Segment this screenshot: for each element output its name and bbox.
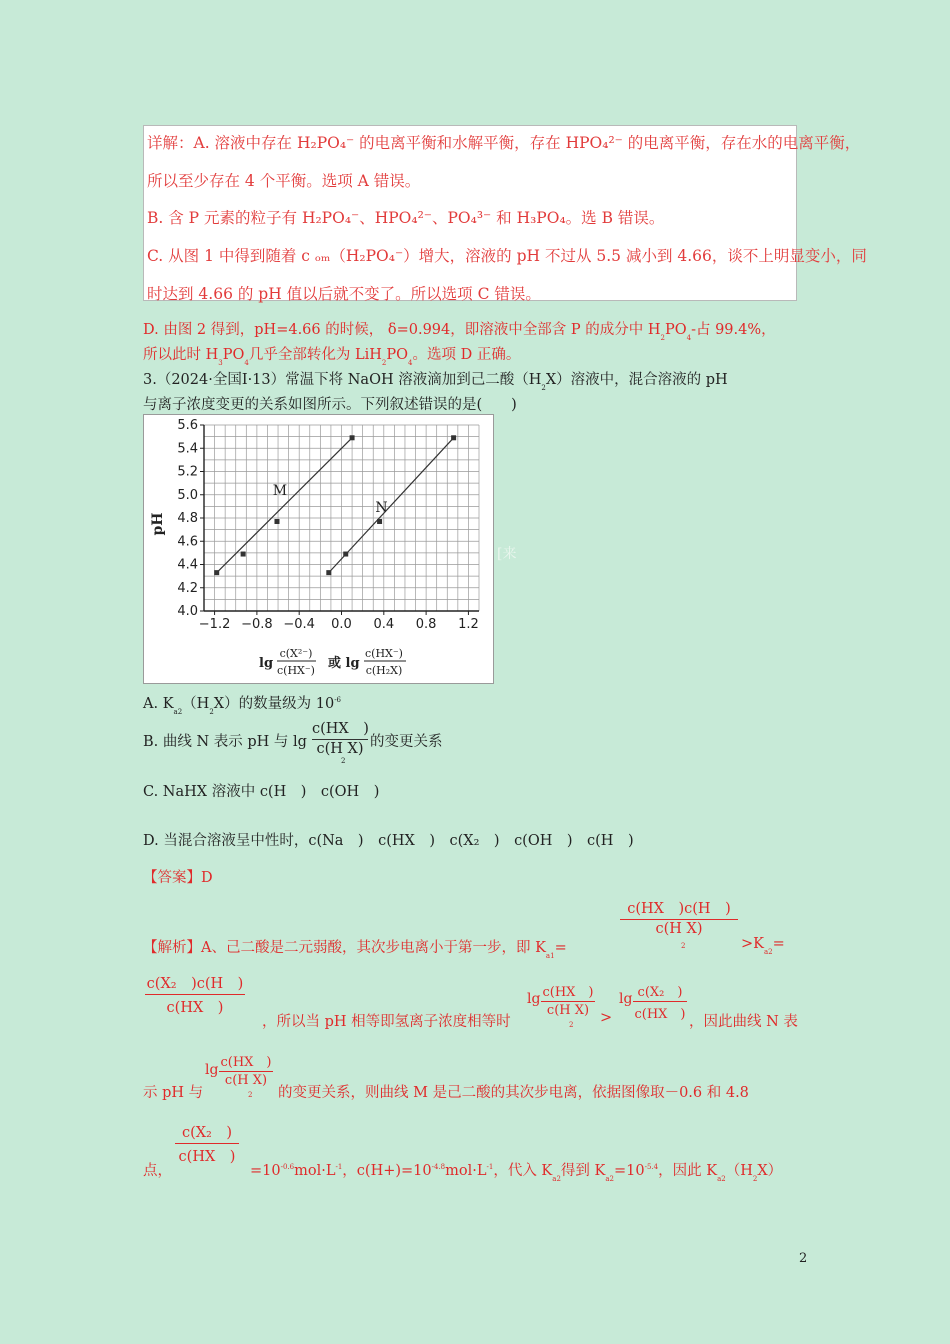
lg-prefix-2: lg — [619, 991, 633, 1007]
series-label-M: M — [272, 482, 288, 499]
analysis-line-3b: 的变更关系，则曲线 M 是己二酸的其次步电离，依据图像取－0.6 和 4.8 — [278, 1085, 749, 1101]
y-tick-label: 4.4 — [177, 557, 198, 573]
data-point-M — [214, 570, 219, 575]
y-tick-label: 4.6 — [177, 534, 198, 550]
analysis-line-3a: 示 pH 与 — [143, 1085, 204, 1101]
analysis-line-4a: 点， — [143, 1163, 172, 1179]
stray-mark: [来 — [497, 546, 517, 562]
ph-chart-svg — [144, 415, 495, 685]
page-number: 2 — [799, 1251, 808, 1266]
x-tick-label: 0.4 — [373, 617, 395, 632]
analysis-frac-4-num: c(X₂ ) — [181, 1125, 233, 1141]
analysis-frac-4-den: c(HX ) — [178, 1149, 236, 1165]
y-tick-label: 5.6 — [177, 418, 198, 433]
option-a: A. $K_{a2}(H_2X)$的数量级为 $10^{-6}$ — [143, 696, 342, 716]
y-tick-label: 4.2 — [177, 580, 198, 596]
x-tick-label: −0.8 — [241, 617, 273, 632]
detail-line-2: 所以至少存在 4 个平衡。选项 A 错误。 — [147, 172, 421, 190]
analysis-frac-2-num: c(X₂ )c(H ) — [146, 976, 244, 992]
x-tick-label: −0.4 — [283, 617, 315, 632]
y-axis-label: pH — [150, 512, 166, 536]
data-point-M — [241, 552, 246, 557]
analysis-line-2b: ，因此曲线 N 表 — [689, 1014, 798, 1030]
option-b-suffix: 的变更关系 — [370, 734, 443, 750]
analysis-frac-4 — [175, 1121, 239, 1166]
question-line-1: 3.（2024·全国Ⅰ·13）常温下将 NaOH 溶液滴加到己二酸$(H_2X)$溶液中，混合溶液的 pH — [143, 372, 728, 392]
data-point-M — [274, 519, 279, 524]
analysis-frac-2-den: c(HX ) — [166, 1000, 224, 1016]
analysis-lg-frac-1-den: c(H X) — [546, 1003, 590, 1018]
option-b-numerator: c(HX ) — [312, 721, 369, 737]
option-b-denominator: c(H X) — [316, 741, 364, 757]
detail-explanation-box — [143, 125, 867, 303]
analysis-lg-frac-3 — [219, 1051, 273, 1088]
d-explain-line-1: D. 由图 2 得到，pH=4.66 的时候， δ=0.994，即溶液中全部含 P 的成分中 $H_2PO_4-$占 99.4%， — [143, 322, 776, 342]
data-point-N — [326, 570, 331, 575]
x-tick-label: 1.2 — [458, 617, 479, 632]
series-label-N: N — [375, 500, 388, 517]
question-line-2: 与离子浓度变更的关系如图所示。下列叙述错误的是( ) — [143, 397, 517, 413]
series-line-M — [217, 438, 352, 573]
analysis-line-1: 【解析】A、己二酸是二元弱酸，其次步电离小于第一步，即 $K_{a1}=$ — [143, 940, 567, 960]
x-label-frac2-den: c(H₂X) — [365, 664, 403, 677]
analysis-lg-frac-2-num: c(X₂ ) — [637, 985, 683, 1000]
analysis-frac-2 — [145, 972, 245, 1017]
analysis-frac-1-den: c(H X) — [655, 921, 703, 937]
x-label-frac1-den: c(HX⁻) — [277, 664, 315, 677]
analysis-lg-frac-1 — [541, 981, 595, 1018]
x-label-frac2-num: c(HX⁻) — [365, 647, 403, 660]
analysis-line-1-right: $>K_{a2}=$ — [741, 936, 785, 956]
lg-prefix-1: lg — [527, 991, 541, 1007]
analysis-gt: > — [600, 1010, 613, 1026]
option-c: C. NaHX 溶液中 c(H ) c(OH ) — [143, 784, 380, 800]
x-label-lg: lg — [259, 656, 274, 671]
y-tick-label: 5.2 — [177, 464, 198, 480]
analysis-lg-frac-2-den: c(HX ) — [634, 1007, 686, 1022]
ph-chart — [143, 414, 494, 684]
y-tick-label: 5.0 — [177, 487, 198, 503]
x-label-or-lg: 或 lg — [328, 656, 360, 671]
option-d: D. 当混合溶液呈中性时，c(Na ) c(HX ) c(X₂ ) c(OH ) c(H ) — [143, 833, 634, 849]
d-explain-line-2: 所以此时 $H_3PO_4$几乎全部转化为 $LiH_2PO_4$。选项 D 正确。 — [143, 347, 521, 367]
lg-prefix-3: lg — [205, 1062, 219, 1078]
y-tick-label: 5.4 — [177, 441, 198, 457]
detail-line-5: 时达到 4.66 的 pH 值以后就不变了。所以选项 C 错误。 — [147, 285, 541, 303]
x-tick-label: 0.8 — [415, 617, 437, 632]
y-tick-label: 4.0 — [177, 604, 198, 619]
analysis-lg-frac-3-sub: 2 — [248, 1091, 253, 1099]
option-b-fraction — [312, 717, 368, 757]
data-point-M — [350, 435, 355, 440]
data-point-N — [451, 435, 456, 440]
detail-line-3: B. 含 P 元素的粒子有 H₂PO₄⁻、HPO₄²⁻、PO₄³⁻ 和 H₃PO₄。选 B 错误。 — [147, 209, 665, 227]
x-tick-label: 0.0 — [331, 617, 352, 632]
analysis-frac-1 — [620, 897, 738, 937]
option-b-den-sub: 2 — [341, 757, 346, 765]
data-point-N — [343, 552, 348, 557]
x-label-frac1-num: c(X²⁻) — [279, 647, 313, 660]
answer-label: 【答案】D — [143, 870, 213, 886]
analysis-lg-frac-2 — [633, 981, 687, 1022]
detail-line-4: C. 从图 1 中得到随着 c ₒₘ（H₂PO₄⁻）增大，溶液的 pH 不过从 5.5 减小到 4.66，谈不上明显变小，同 — [147, 247, 867, 265]
analysis-lg-frac-3-den: c(H X) — [224, 1073, 268, 1088]
analysis-line-4b: $=10^{-0.6}mol\cdot L^{-1}$，$c(H+)=10^{-4.8}mol\cdot L^{-1}$，代入 $K_{a2}$得到 $K_{a2}=10^{-5.4}$，因此 $K_{a2}(H_2X)$ — [250, 1163, 783, 1183]
detail-line-1: 详解：A. 溶液中存在 H₂PO₄⁻ 的电离平衡和水解平衡，存在 HPO₄²⁻ 的电离平衡，存在水的电离平衡， — [147, 134, 861, 152]
analysis-lg-frac-1-sub: 2 — [569, 1021, 574, 1029]
analysis-lg-frac-1-num: c(HX ) — [542, 985, 594, 1000]
analysis-frac-1-den-sub: 2 — [681, 942, 686, 950]
option-b-prefix: B. 曲线 N 表示 pH 与 lg — [143, 734, 307, 750]
analysis-lg-frac-3-num: c(HX ) — [220, 1055, 272, 1070]
x-tick-label: −1.2 — [198, 617, 231, 632]
y-tick-label: 4.8 — [177, 511, 198, 526]
data-point-N — [377, 519, 382, 524]
analysis-frac-1-num: c(HX )c(H ) — [627, 901, 731, 917]
analysis-line-2a: ，所以当 pH 相等即氢离子浓度相等时 — [262, 1014, 511, 1030]
